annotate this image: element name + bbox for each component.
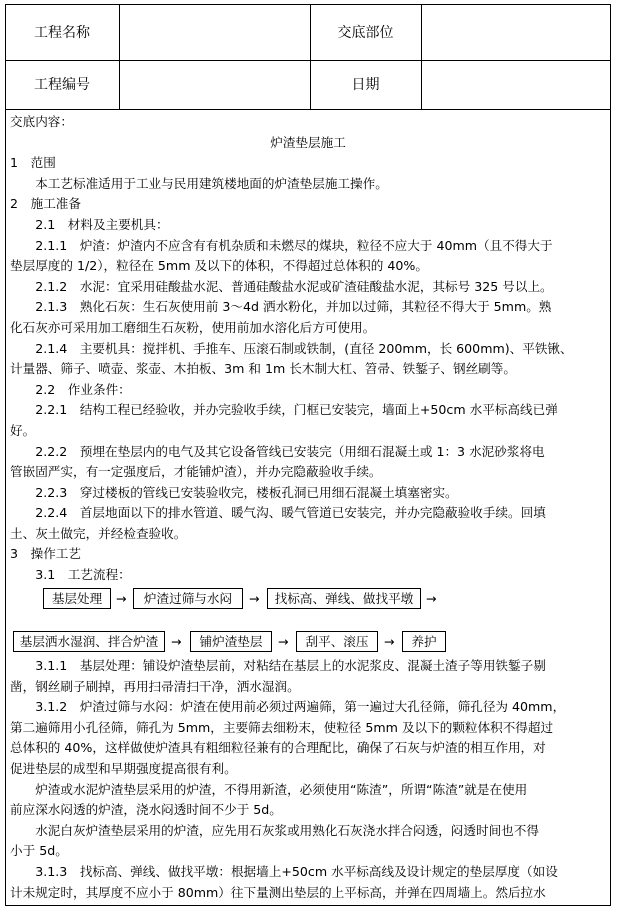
project-name-value[interactable] xyxy=(120,5,310,60)
text-line: 好。 xyxy=(10,422,36,438)
text-line: 小于 5d。 xyxy=(10,843,68,859)
text-line: 计量器、筛子、喷壶、浆壶、木拍板、3m 和 1m 长木制大杠、笤帚、铁錾子、钢丝刷等。 xyxy=(10,361,516,377)
text-line: 管嵌固严实，有一定强度后，才能铺炉渣），并办完隐蔽验收手续。 xyxy=(10,464,382,480)
text-line: 2.1.3 熟化石灰：生石灰使用前 3～4d 洒水粉化，并加以过筛，其粒径不得大于 5mm。熟 xyxy=(10,299,552,315)
text-line: 2.2 作业条件： xyxy=(10,381,131,397)
flow-step-screed-roll: 刮平、滚压 xyxy=(296,631,378,652)
text-line: 水泥白灰炉渣垫层采用的炉渣，应先用石灰浆或用熟化石灰浇水拌合闷透，闷透时间也不得 xyxy=(10,822,539,838)
text-line: 凿，钢丝刷子刷掉，再用扫帚清扫干净，洒水湿润。 xyxy=(10,678,300,694)
project-no-label: 工程编号 xyxy=(34,77,90,93)
flow-arrow: → xyxy=(384,634,395,649)
text-line: 2.1.1 炉渣：炉渣内不应含有有机杂质和未燃尽的煤块，粒径不应大于 40mm（且不得大于 xyxy=(10,237,553,253)
handover-part-value[interactable] xyxy=(422,5,610,60)
flow-step-base-treatment: 基层处理 xyxy=(43,588,111,609)
text-line: 2.1.2 水泥：宜采用硅酸盐水泥、普通硅酸盐水泥或矿渣硅酸盐水泥，其标号 325 号以上。 xyxy=(10,278,553,294)
text-line: 1 范围 xyxy=(10,155,56,171)
handover-content-continued xyxy=(10,656,606,903)
text-line: 3.1.3 找标高、弹线、做找平墩：根据墙上+50cm 水平标高线及设计规定的垫层厚度（如设 xyxy=(10,863,558,879)
date-value[interactable] xyxy=(422,61,610,109)
content-title: 炉渣垫层施工 xyxy=(270,134,346,150)
text-line: 3.1.2 炉渣过筛与水闷：炉渣在使用前必须过两遍筛，第一遍过大孔径筛，筛孔径为 40mm， xyxy=(10,699,566,715)
flow-step-slag-screening: 炉渣过筛与水闷 xyxy=(133,588,243,609)
text-line: 3.1 工艺流程： xyxy=(10,567,131,583)
header-bottom-line xyxy=(5,109,611,110)
handover-content xyxy=(10,112,606,586)
text-line: 第二遍筛用小孔径筛，筛孔为 5mm，主要筛去细粉末，使粒径 5mm 及以下的颗粒体积不得超过 xyxy=(10,719,554,735)
text-line: 2.1.4 主要机具：搅拌机、手推车、压滚石制或铁制，(直径 200mm，长 600mm)、平铁锹、 xyxy=(10,340,573,356)
text-line: 计未规定时，其厚度不应小于 80mm）往下量测出垫层的上平标高，并弹在四周墙上。然后拉水 xyxy=(10,884,546,900)
flow-step-lay-slag: 铺炉渣垫层 xyxy=(190,631,272,652)
text-line: 化石灰亦可采用加工磨细生石灰粉，使用前加水溶化后方可使用。 xyxy=(10,319,376,335)
text-line: 3.1.1 基层处理：铺设炉渣垫层前，对粘结在基层上的水泥浆皮、混凝土渣子等用铁錾子剔 xyxy=(10,658,546,673)
flow-arrow: → xyxy=(278,634,289,649)
flow-step-wet-and-mix: 基层洒水湿润、拌合炉渣 xyxy=(13,631,165,652)
content-intro: 交底内容： xyxy=(10,114,73,129)
text-line: 2.2.3 穿过楼板的管线已安装验收完，楼板孔洞已用细石混凝土填塞密实。 xyxy=(10,484,458,500)
handover-part-label: 交底部位 xyxy=(337,25,394,41)
text-line: 2 施工准备 xyxy=(10,196,81,212)
text-line: 垫层厚度的 1/2），粒径在 5mm 及以下的体积，不得超过总体积的 40%。 xyxy=(10,258,428,274)
header-col-line-2 xyxy=(310,4,311,110)
text-line: 2.2.2 预埋在垫层内的电气及其它设备管线已安装完（用细石混凝土或 1：3 水泥砂浆将电 xyxy=(10,443,545,459)
text-line: 土、灰土做完，并经检查验收。 xyxy=(10,525,187,541)
flow-arrow: → xyxy=(116,591,127,606)
text-line: 总体积的 40%，这样做使炉渣具有粗细粒径兼有的合理配比，确保了石灰与炉渣的相互作用，对 xyxy=(10,740,546,756)
text-line: 前应深水闷透的炉渣，浇水闷透时间不少于 5d。 xyxy=(10,802,282,818)
text-line: 2.1 材料及主要机具： xyxy=(10,216,169,232)
flow-arrow: → xyxy=(249,591,260,606)
flow-step-curing: 养护 xyxy=(402,631,446,652)
text-line: 3 操作工艺 xyxy=(10,546,81,562)
flow-arrow: → xyxy=(171,634,182,649)
flow-step-leveling-marks: 找标高、弹线、做找平墩 xyxy=(267,588,421,609)
text-line: 本工艺标准适用于工业与民用建筑楼地面的炉渣垫层施工操作。 xyxy=(10,175,388,191)
text-line: 促进垫层的成型和早期强度提高很有利。 xyxy=(10,760,237,776)
text-line: 炉渣或水泥炉渣垫层采用的炉渣，不得用新渣，必须使用“陈渣”，所谓“陈渣”就是在使用 xyxy=(10,781,528,797)
date-label: 日期 xyxy=(351,77,380,93)
flow-arrow: → xyxy=(426,591,437,606)
project-no-value[interactable] xyxy=(120,61,310,109)
text-line: 2.2.4 首层地面以下的排水管道、暖气沟、暖气管道已安装完，并办完隐蔽验收手续。回填 xyxy=(10,505,546,521)
text-line: 2.2.1 结构工程已经验收，并办完验收手续，门框已安装完，墙面上+50cm 水平标高线已弹 xyxy=(10,402,558,418)
project-name-label: 工程名称 xyxy=(34,25,90,41)
